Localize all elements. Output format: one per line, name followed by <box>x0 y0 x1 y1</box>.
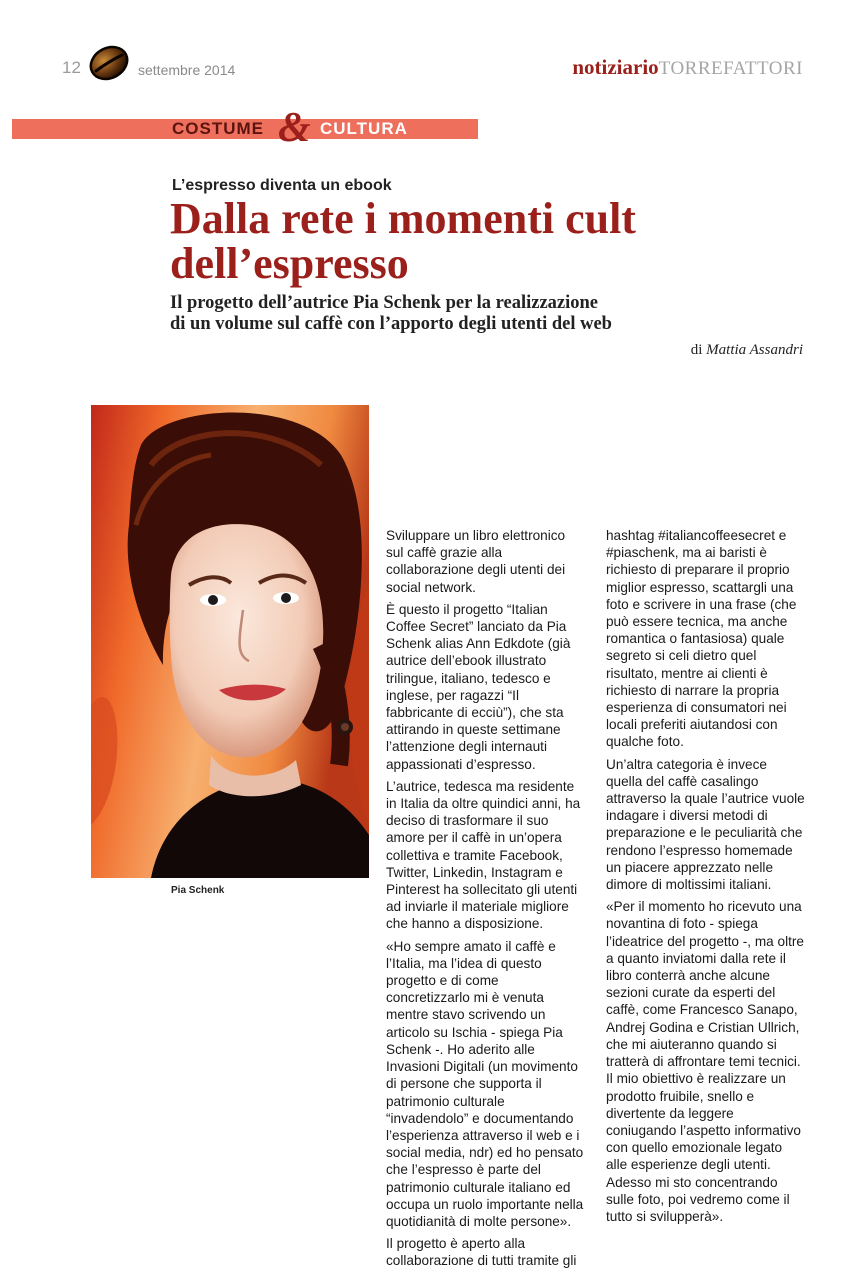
brand-secondary: TORREFATTORI <box>658 58 803 79</box>
paragraph: È questo il progetto “Italian Coffee Secret” lanciato da Pia Schenk alias Ann Edkdote (già autrice dell’ebook illustrato trilingue, italiano, tedesco e inglese, per ragazzi “Il fabbricante di ecciù”), che sta attirando in queste settimane l’attenzione degli internauti appassionati d’espresso. <box>386 601 571 772</box>
section-band <box>12 105 478 151</box>
paragraph: hashtag #italiancoffeesecret e #piaschenk, ma ai baristi è richiesto di preparare il proprio miglior espresso, scattargli una foto e scrivere in una frase (che può essere tecnica, ma anche romantica o fantasiosa) quale segreto si celi dietro quel risultato, mentre ai clienti è richiesto di narrare la propria esperienza di consumatori nei locali preferiti aiutandosi con qualche foto. <box>606 528 797 750</box>
section-word-2: CULTURA <box>320 119 408 138</box>
article-headline: Dalla rete i momenti cult dell’espresso <box>170 194 636 288</box>
subhead-line-2: di un volume sul caffè con l’apporto degli utenti del web <box>170 314 612 334</box>
section-word-1: COSTUME <box>172 119 264 138</box>
paragraph: Il progetto è aperto alla collaborazione di tutti tramite gli <box>386 1236 577 1269</box>
byline-author: Mattia Assandri <box>706 342 803 358</box>
article-subhead <box>170 293 810 335</box>
paragraph: Un’altra categoria è invece quella del caffè casalingo attraverso la quale l’autrice vuole indagare i diversi metodi di preparazione e le peculiarità che rendono l’espresso homemade un piacere apprezzato nelle dimore di moltissimi italiani. <box>606 756 805 893</box>
article-column-1 <box>386 527 586 1275</box>
issue-date: settembre 2014 <box>138 62 236 78</box>
magazine-brand <box>572 55 803 80</box>
article-column-2 <box>606 527 806 1230</box>
photo-caption: Pia Schenk <box>171 885 225 896</box>
paragraph: L’autrice, tedesca ma residente in Italia da oltre quindici anni, ha deciso di trasformare il suo amore per il caffè in un’opera collettiva e tramite Facebook, Twitter, Linkedin, Instagram e Pinterest ha sollecitato gli utenti ad inviarle il materiale migliore che hanno a disposizione. <box>386 778 581 932</box>
paragraph: «Per il momento ho ricevuto una novantina di foto - spiega l’ideatrice del progetto -, ma oltre a quanto inviatomi dalla rete il libro conterrà anche alcune sezioni curate da esperti del caffè, come Francesco Sanapo, Andrej Godina e Cristian Ullrich, che mi aiuteranno quando si tratterà di affrontare temi tecnici. Il mio obiettivo è realizzare un prodotto fruibile, snello e divertente da leggere coniugando l’aspetto informativo con quello emozionale legato alle esperienze degli utenti. Adesso mi sto concentrando sulle foto, poi vedremo come il tutto si svilupperà». <box>606 899 804 1224</box>
portrait-photo <box>91 405 369 878</box>
brand-primary: notiziario <box>572 55 659 79</box>
article-kicker: L’espresso diventa un ebook <box>172 177 392 194</box>
byline <box>691 342 803 359</box>
paragraph: Sviluppare un libro elettronico sul caffè grazie alla collaborazione degli utenti dei social network. <box>386 528 566 595</box>
section-ampersand: & <box>278 105 311 151</box>
paragraph: «Ho sempre amato il caffè e l’Italia, ma l’idea di questo progetto e di come concretizzarlo mi è venuta mentre stavo scrivendo un articolo su Ischia - spiega Pia Schenk -. Ho aderito alle Invasioni Digitali (un movimento di persone che supporta il patrimonio culturale “invadendolo” e documentando l’esperienza attraverso il web e i social media, ndr) ed ho pensato che l’espresso è parte del patrimonio culturale italiano ed occupa un ruolo importante nella quotidianità di molte persone». <box>386 938 584 1229</box>
subhead-line-1: Il progetto dell’autrice Pia Schenk per la realizzazione <box>170 293 599 313</box>
byline-prefix: di <box>690 342 703 358</box>
page-number: 12 <box>62 58 81 77</box>
coffee-bean-icon <box>88 45 130 81</box>
